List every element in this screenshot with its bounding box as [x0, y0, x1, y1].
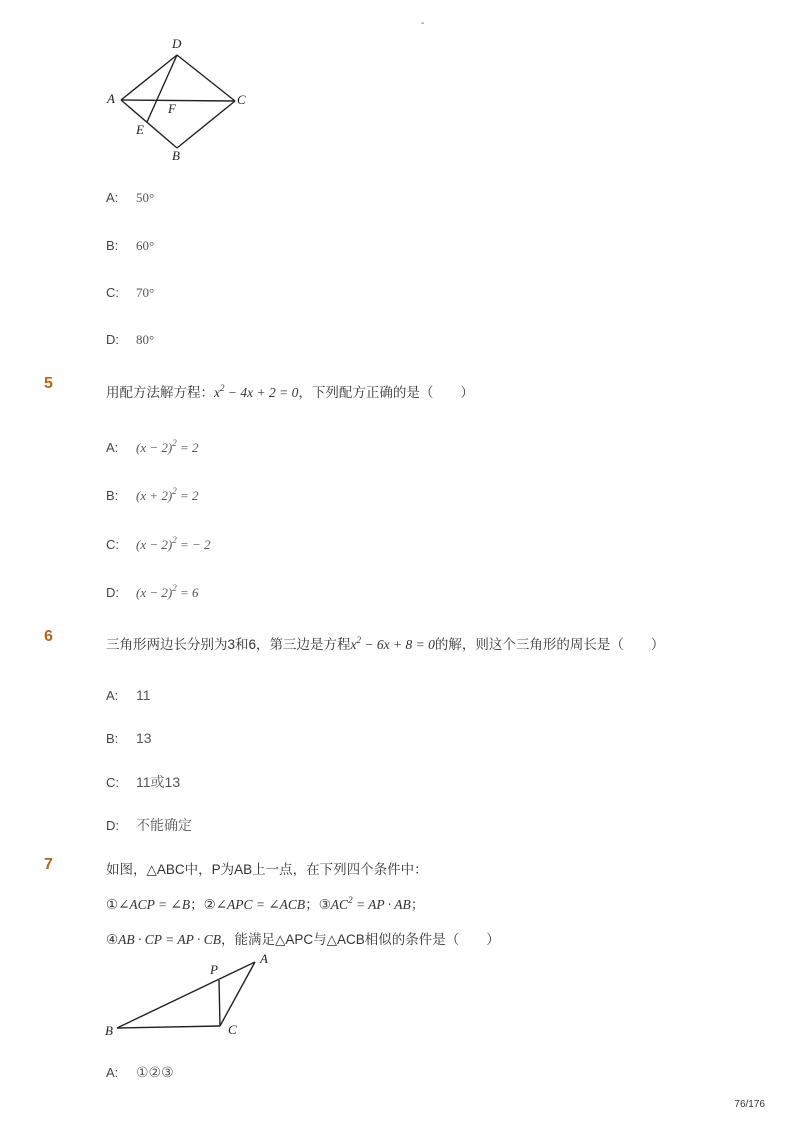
separator: ； — [410, 897, 425, 912]
question-number: 5 — [44, 375, 53, 392]
question-7-line-2 — [106, 893, 424, 913]
option-key: A: — [106, 190, 119, 205]
segment-pc — [219, 980, 220, 1026]
math-exponent: 2 — [348, 895, 353, 905]
q5-option-d[interactable] — [106, 583, 198, 601]
option-value: 70° — [136, 285, 155, 300]
expr-exponent: 2 — [172, 486, 177, 496]
option-value: 11或13 — [136, 774, 181, 790]
option-key: A: — [106, 440, 119, 455]
option-key: A: — [106, 1065, 119, 1080]
q6-option-a[interactable] — [106, 687, 151, 703]
option-key: B: — [106, 238, 119, 253]
question-5-text — [106, 381, 474, 401]
equation-base: x — [214, 385, 220, 400]
option-value: 不能确定 — [136, 817, 192, 833]
condition-marker: ④ — [106, 932, 119, 947]
option-value: 50° — [136, 190, 155, 205]
label-d: D — [172, 36, 182, 51]
option-value — [136, 585, 198, 600]
option-value — [136, 537, 211, 552]
equation — [214, 385, 298, 400]
condition-marker: ② — [203, 897, 216, 912]
q6-option-d[interactable] — [106, 815, 192, 835]
edge-bc — [117, 1026, 220, 1028]
option-key: A: — [106, 688, 119, 703]
condition-math: AB · CP = AP · CB — [118, 932, 221, 947]
q4-option-a[interactable] — [106, 190, 154, 206]
condition-marker: ③ — [318, 897, 331, 912]
label-c: C — [237, 92, 246, 107]
label-a: A — [107, 91, 115, 106]
figure-triangle-abc — [100, 948, 280, 1043]
equation-base: x — [350, 637, 357, 652]
question-text: 三角形两边长分别为3和6，第三边是方程 — [106, 637, 351, 652]
condition-marker: ① — [106, 897, 119, 912]
equation-rest: − 6x + 8 = 0 — [361, 637, 435, 652]
question-text: 用配方法解方程： — [106, 385, 214, 400]
option-key: D: — [106, 818, 119, 833]
expr-exponent: 2 — [172, 535, 177, 545]
label-c: C — [228, 1022, 237, 1037]
question-7-line-1: 如图，△ABC中，P为AB上一点，在下列四个条件中： — [106, 862, 428, 877]
label-b: B — [172, 148, 180, 163]
equation-exponent: 2 — [220, 383, 225, 393]
question-text: 的解，则这个三角形的周长是（ ） — [434, 637, 665, 652]
q4-option-b[interactable] — [106, 238, 154, 254]
q5-option-c[interactable] — [106, 535, 211, 553]
label-f: F — [168, 101, 176, 116]
expr-rhs: = − 2 — [176, 537, 211, 552]
question-6-text — [106, 633, 664, 653]
page-number: 76/176 — [734, 1099, 765, 1110]
question-text: ，能满足△APC与△ACB相似的条件是（ ） — [220, 932, 500, 947]
q7-option-a[interactable] — [106, 1064, 174, 1081]
question-number: 7 — [44, 856, 53, 873]
edge-dc — [177, 55, 235, 101]
option-key: C: — [106, 285, 119, 300]
question-number: 6 — [44, 628, 53, 645]
option-value — [136, 488, 198, 503]
expr-rhs: = 2 — [176, 440, 199, 455]
option-key: D: — [106, 332, 119, 347]
label-e: E — [136, 122, 144, 137]
expr-base: (x − 2) — [136, 585, 173, 600]
top-mark: - — [421, 18, 425, 29]
option-key: B: — [106, 488, 119, 503]
option-key: D: — [106, 585, 119, 600]
label-a: A — [260, 951, 268, 966]
option-key: B: — [106, 731, 119, 746]
option-value: 11 — [136, 687, 151, 703]
q5-option-b[interactable] — [106, 486, 198, 504]
edge-ba — [117, 962, 255, 1028]
equation-rest: − 4x + 2 = 0 — [224, 385, 299, 400]
edge-ad — [121, 55, 177, 100]
option-value — [136, 440, 198, 455]
edge-cb — [177, 101, 235, 148]
separator: ； — [305, 897, 319, 912]
question-text: ，下列配方正确的是（ ） — [298, 385, 474, 400]
expr-exponent: 2 — [172, 438, 177, 448]
condition-math: ∠APC = ∠ACB — [215, 897, 306, 912]
equation — [351, 637, 435, 652]
q4-option-d[interactable] — [106, 332, 154, 348]
expr-rhs: = 2 — [176, 488, 199, 503]
separator: ； — [190, 897, 204, 912]
expr-rhs: = 6 — [176, 585, 199, 600]
condition-math — [331, 897, 411, 912]
q6-option-b[interactable] — [106, 730, 152, 746]
option-key: C: — [106, 537, 119, 552]
label-b: B — [105, 1023, 113, 1038]
equation-exponent: 2 — [356, 635, 362, 645]
figure-quadrilateral-abcd — [100, 34, 260, 166]
label-p: P — [210, 962, 218, 977]
expr-exponent: 2 — [172, 583, 177, 593]
option-value: 60° — [136, 238, 155, 253]
option-value: 13 — [136, 730, 152, 746]
option-value: 80° — [136, 332, 155, 347]
math-rest: = AP · AB — [352, 897, 411, 912]
option-value: ①②③ — [136, 1064, 174, 1080]
option-key: C: — [106, 775, 119, 790]
q4-option-c[interactable] — [106, 285, 154, 301]
q5-option-a[interactable] — [106, 438, 198, 456]
condition-math: ∠ACP = ∠B — [118, 897, 191, 912]
edge-ac — [220, 962, 255, 1026]
expr-base: (x − 2) — [136, 537, 173, 552]
expr-base: (x + 2) — [136, 488, 173, 503]
q6-option-c[interactable] — [106, 772, 180, 792]
expr-base: (x − 2) — [136, 440, 173, 455]
question-7-line-3 — [106, 928, 500, 948]
math-base: AC — [330, 897, 349, 912]
diagonal-ac — [121, 100, 235, 101]
